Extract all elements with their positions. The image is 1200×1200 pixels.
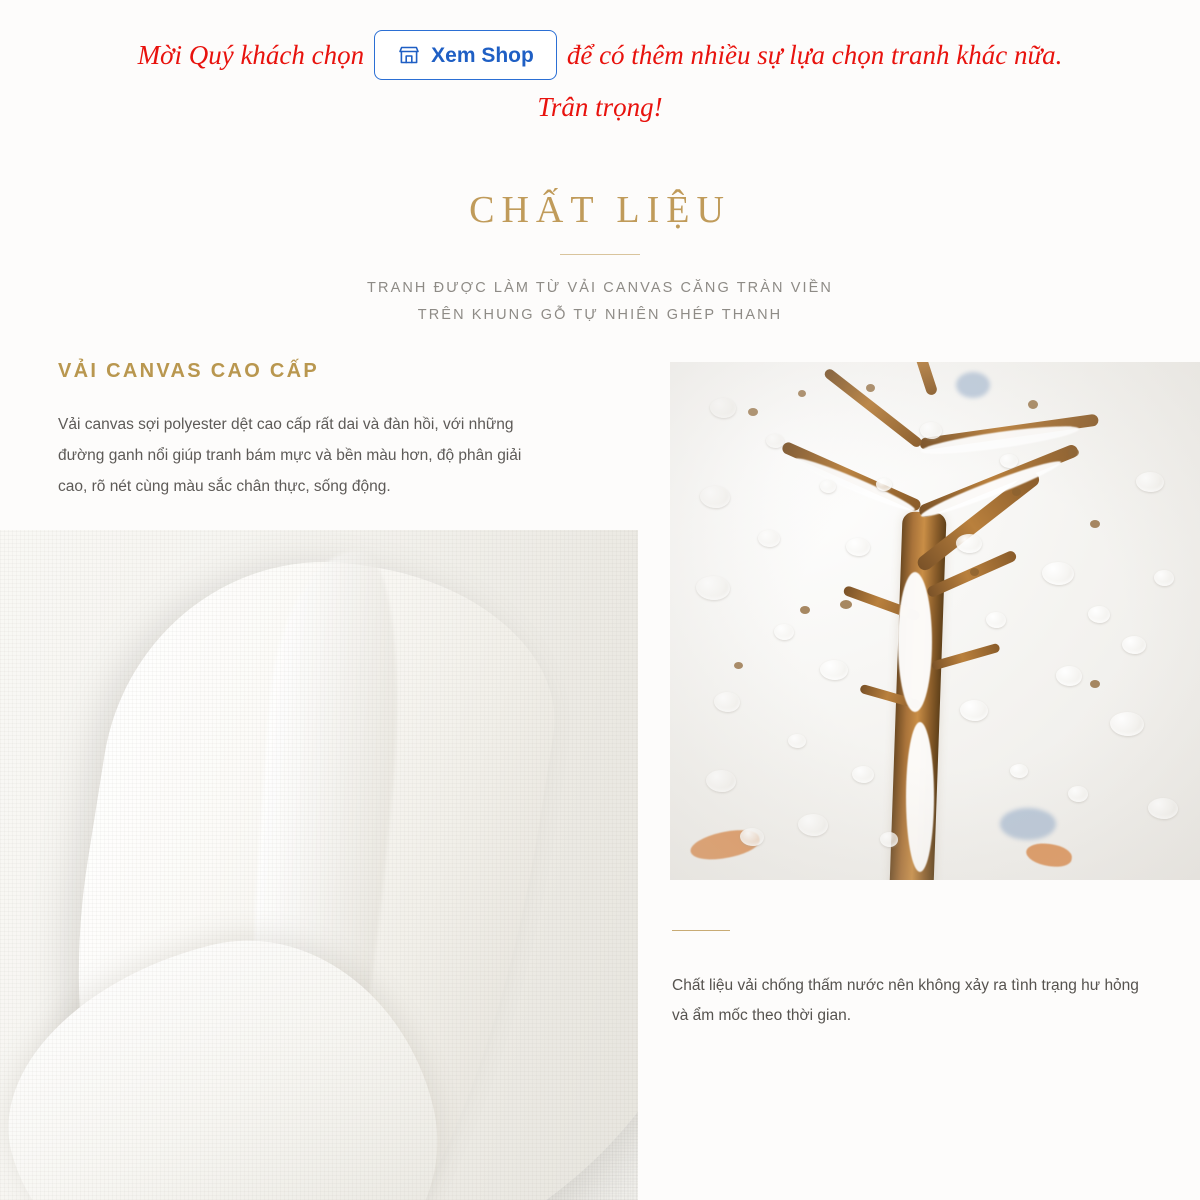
banner-line-1 (30, 30, 1170, 80)
shop-icon (397, 43, 421, 67)
waterproof-caption-block (672, 930, 1142, 1031)
caption-divider (672, 930, 730, 931)
heading-subtitle-line-2: TRÊN KHUNG GỖ TỰ NHIÊN GHÉP THANH (417, 306, 783, 323)
print-photo-vignette (670, 362, 1200, 880)
waterproof-print-photo (670, 362, 1200, 880)
section-heading-block (0, 188, 1200, 329)
view-shop-button[interactable] (374, 30, 557, 80)
waterproof-caption-text: Chất liệu vải chống thấm nước nên không xảy ra tình trạng hư hỏng và ẩm mốc theo thời gian. (672, 977, 1139, 1025)
canvas-section-title: VẢI CANVAS CAO CẤP (58, 360, 320, 382)
page-title: CHẤT LIỆU (469, 189, 731, 231)
banner-closing-text: Trân trọng! (537, 92, 663, 122)
canvas-section-body: Vải canvas sợi polyester dệt cao cấp rất dai và đàn hồi, với những đường ganh nổi giúp tranh bám mực và bền màu hơn, độ phân giải cao, rõ nét cùng màu sắc chân thực, sống động. (58, 416, 522, 495)
banner-text-after: để có thêm nhiều sự lựa chọn tranh khác nữa. (566, 39, 1063, 70)
view-shop-button-label: Xem Shop (431, 43, 534, 67)
canvas-fabric-photo (0, 530, 638, 1200)
banner-text-before: Mời Quý khách chọn (137, 39, 365, 70)
banner-line-2 (30, 94, 1170, 121)
shop-promo-banner (0, 0, 1200, 150)
canvas-description-block (58, 360, 578, 502)
heading-subtitle-line-1: TRANH ĐƯỢC LÀM TỪ VẢI CANVAS CĂNG TRÀN VIỀN (367, 280, 833, 296)
heading-divider (560, 254, 640, 255)
